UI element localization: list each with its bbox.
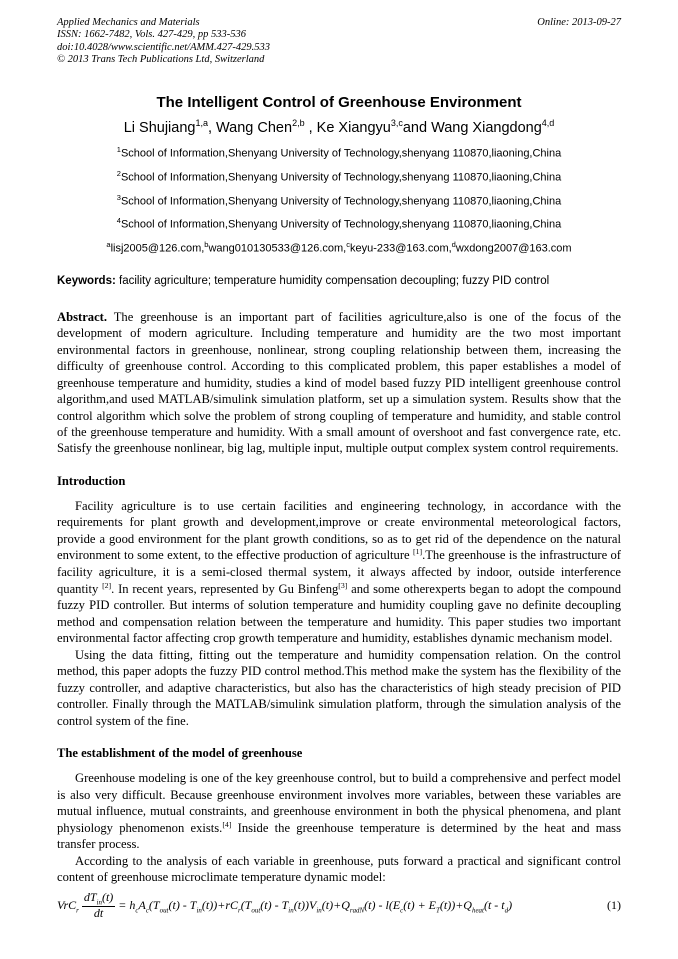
abstract-text: The greenhouse is an important part of facilities agriculture,also is one of the focus of the development of modern agriculture. Including temperature and humidity are the two most important environmental factors in greenhouse, nonlinear, strong coupling relationship between them, increasing the difficulty of greenhouse control. According to this complicated problem, this paper establishes a model of greenhouse temperature and humidity, studies a kind of model based fuzzy PID intelligent greenhouse control algorithm,and used MATLAB/simulink simulation platform, set up a simulation system. Results show that the control algorithm which solve the problem of strong coupling of temperature and humidity, and stable control of the greenhouse temperature and humidity. With a small amount of overshoot and fast convergence rate, etc. Satisfy the greenhouse nonlinear, big lag, multiple input, multiple output complex system control requirements. <box>57 309 621 456</box>
online-date: Online: 2013-09-27 <box>537 17 621 28</box>
masthead <box>57 17 621 67</box>
affiliation-4: $^4$School of Information,Shenyang University of Technology,shenyang 110870,liaoning,China <box>116 216 562 231</box>
journal-name: Applied Mechanics and Materials <box>57 17 200 28</box>
author-emails: $^a$lisj2005@126.com,$^b$wang010130533@126.com,$^c$keyu-233@163.com,$^d$wxdong2007@163.com <box>106 239 572 255</box>
affiliation-1: $^1$School of Information,Shenyang University of Technology,shenyang 110870,liaoning,China <box>116 145 562 160</box>
section-heading-model: The establishment of the model of greenhouse <box>57 746 303 761</box>
keywords-line <box>57 275 621 287</box>
section-heading-introduction: Introduction <box>57 473 126 488</box>
intro-paragraph-1: Facility agriculture is to use certain facilities and engineering technology, in accordance with the requirements for plant growth and development,improve or create environmental meteorological factors, provide a good environment for the plant growth conditions, so as to get rid of the dependence on the natural environment to some extent, to the effective production of agriculture [1].The greenhouse is the infrastructure of facility agriculture, it is a semi-closed thermal system, it always affected by indoor, outside interference quantity [2]. In recent years, represented by Gu Binfeng[3] and some otherexperts began to adopt the compound fuzzy PID controller. But interms of solution temperature and humidity coupling gave no definite decoupling method and compensation relation between the temperature and humidity. This paper studies two important environmental factor affecting crop growth temperature and humidity, establishes dynamic mechanism model. <box>57 498 622 646</box>
authors-line: Li Shujiang$^{1,a}$, Wang Chen$^{2,b}$ , Ke Xiangyu$^{3,c}$and Wang Xiangdong$^{4,d}$ <box>123 117 555 136</box>
keywords-label: Keywords: <box>57 274 116 287</box>
model-paragraph-1: Greenhouse modeling is one of the key greenhouse control, but to build a comprehensive and perfect model is also very difficult. Because greenhouse environment involves more variables, between these variables are mutual influence, mutual constraints, and greenhouse environment in both the physical phenomena, and plant physiology phenomenon exists.[4] Inside the greenhouse temperature is determined by the heat and mass transfer process. <box>57 771 621 852</box>
abstract-paragraph <box>57 309 621 457</box>
equation-number: (1) <box>607 898 621 913</box>
paper-title: The Intelligent Control of Greenhouse Environment <box>156 93 522 111</box>
equation-denominator: dt <box>93 906 104 921</box>
equation-1 <box>57 891 621 921</box>
affiliation-2: $^2$School of Information,Shenyang University of Technology,shenyang 110870,liaoning,China <box>116 168 562 184</box>
equation-numerator: $dT_{in}(t)$ <box>83 889 114 907</box>
doi-line: doi:10.4028/www.scientific.net/AMM.427-429.533 <box>57 41 270 53</box>
equation-lead: VrC$_r$ <box>57 897 79 914</box>
model-paragraph-2: According to the analysis of each variable in greenhouse, puts forward a practical and significant control content of greenhouse microclimate temperature dynamic model: <box>57 853 621 885</box>
masthead-left <box>57 17 270 67</box>
affiliation-3: $^3$School of Information,Shenyang University of Technology,shenyang 110870,liaoning,China <box>116 192 562 208</box>
issn-volume-line: ISSN: 1662-7482, Vols. 427-429, pp 533-536 <box>57 29 246 41</box>
equation-rest: = $h_cA_c(T_{out}(t) - T_{in}(t))+rC_r(T_{out}(t) - T_{in}(t))V_{in}(t)+Q_{radN}(t) - l(E_c(t) + E_T(t))+Q_{heat}(t - t_d)$ <box>118 897 513 914</box>
equation-fraction <box>82 891 115 921</box>
keywords-text: facility agriculture; temperature humidity compensation decoupling; fuzzy PID control <box>119 274 550 287</box>
intro-paragraph-2: Using the data fitting, fitting out the temperature and humidity compensation relation. On the control method, this paper adopts the fuzzy PID control method.This method make the system has the flexibility of the fuzzy controller, and adaptive characteristics, but also has the characteristics of high steady precision of PID controller. Finally through the MATLAB/simulink simulation platform, through the simulation analysis of the control system of the fine. <box>57 647 621 728</box>
equation-math <box>57 891 512 921</box>
copyright-line: © 2013 Trans Tech Publications Ltd, Switzerland <box>57 54 265 66</box>
abstract-label: Abstract. <box>57 309 108 324</box>
